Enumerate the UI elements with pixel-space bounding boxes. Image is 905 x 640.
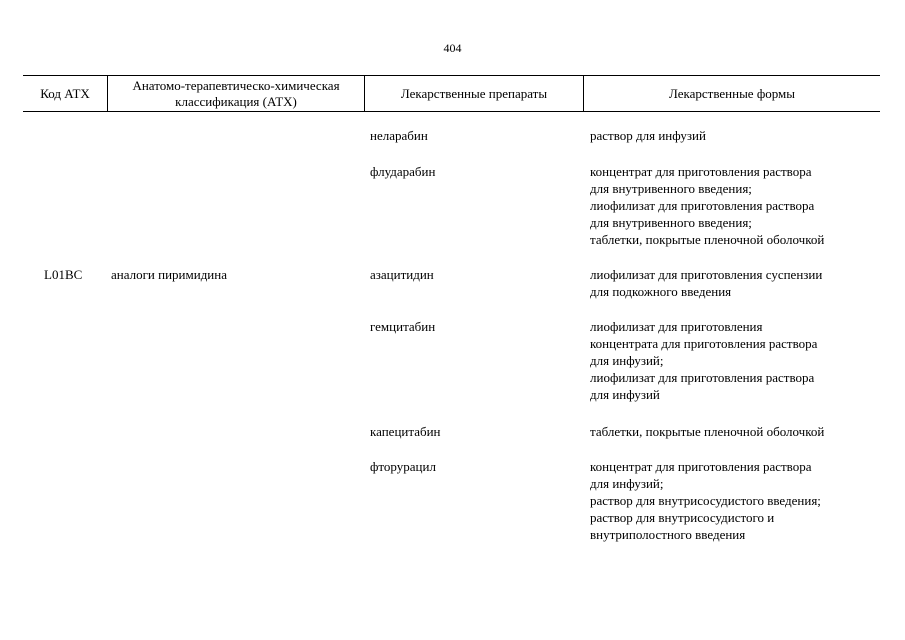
header-drugs: Лекарственные препараты (400, 85, 548, 101)
drug-name: фторурацил (370, 459, 436, 474)
dosage-forms: концентрат для приготовления раствора для инфузий; раствор для внутрисосудистого введения; раствор для внутрисосудистого и внутриполостного введения (590, 459, 821, 542)
dosage-forms: таблетки, покрытые пленочной оболочкой (590, 424, 825, 439)
drug-name: капецитабин (370, 424, 441, 439)
atx-classification: аналоги пиримидина (111, 267, 227, 282)
header-atx-classification: Анатомо-терапевтическо-химическая классификация (АТХ) (132, 77, 340, 109)
drug-name: гемцитабин (370, 319, 436, 334)
atx-code: L01BC (44, 267, 83, 282)
header-code-atx: Код АТХ (40, 85, 90, 101)
drug-name: азацитидин (370, 267, 434, 282)
drug-name: неларабин (370, 128, 428, 143)
drug-name: флударабин (370, 164, 436, 179)
dosage-forms: лиофилизат для приготовления суспензии для подкожного введения (590, 267, 823, 299)
dosage-forms: раствор для инфузий (590, 128, 706, 143)
header-dosage-forms: Лекарственные формы (668, 85, 796, 101)
page-number: 404 (443, 41, 462, 55)
dosage-forms: лиофилизат для приготовления концентрата для приготовления раствора для инфузий; лиофилизат для приготовления раствора для инфузий (590, 319, 818, 402)
table-header-bottom-rule (23, 111, 880, 112)
dosage-forms: концентрат для приготовления раствора для внутривенного введения; лиофилизат для приготовления раствора для внутривенного введения; таблетки, покрытые пленочной оболочкой (590, 164, 825, 247)
